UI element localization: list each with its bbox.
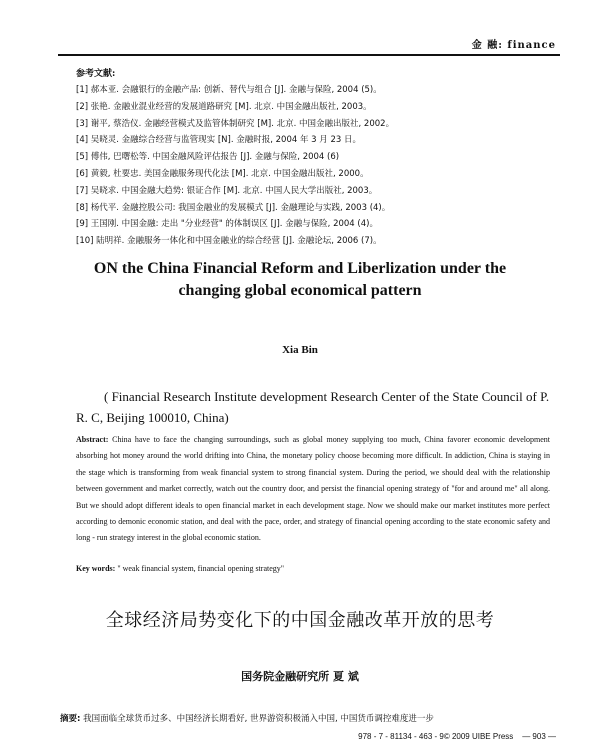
english-title-line-1: ON the China Financial Reform and Liberlization under the (93, 260, 507, 277)
chinese-title: 全球经济局势变化下的中国金融改革开放的思考 (105, 610, 495, 631)
chinese-abstract-label: 摘要: (60, 714, 81, 724)
english-title-line-2: changing global economical pattern (178, 282, 422, 299)
reference-item: [5] 傅伟, 巴曙松等. 中国金融风险评估报告 [J]. 金融与保险, 2004 (6) (76, 152, 340, 163)
reference-item: [9] 王国刚. 中国金融: 走出 "分业经营" 的体制误区 [J]. 金融与保险, 2004 (4)。 (76, 219, 378, 230)
references-list (76, 82, 546, 250)
reference-item: [1] 郝本亚. 会融银行的金融产品: 创新、替代与组合 [J]. 金融与保险, 2004 (5)。 (76, 85, 382, 95)
reference-item: [6] 黄毅, 杜要忠. 美国金融服务现代化法 [M]. 北京. 中国金融出版社, 2000。 (76, 168, 369, 179)
keywords-text: " weak financial system, financial opening strategy" (117, 564, 285, 573)
reference-item: [8] 杨代平. 金融控股公司: 我国金融业的发展模式 [J]. 金融理论与实践, 2003 (4)。 (76, 202, 391, 213)
footer-page-number: — 903 — (522, 732, 556, 741)
references-heading: 参考文献: (76, 69, 116, 79)
keywords-label: Key words: (76, 564, 116, 573)
chinese-abstract (60, 712, 560, 724)
page-footer (358, 732, 556, 741)
abstract-text: China have to face the changing surroundings, such as global money supplying too much, China favorer economic development absorbing hot money around the world drifting into China, the monetary policy choose becoming more difficult. In addiction, China is staying in the stage which is transforming from weak financial system to strong financial system. During the period, we should deal with the relationship between government and market correctly, watch out the country door, and persist the financial opening strategy of "for and around me" all along. But we should adopt different ideals to open financial market in each development stage. Now we should make our market institutes more perfect according to demonic economic station, and deal with the pace, order, and strategy of financial opening according to the state economic safety and long - run strategy interest in the global economic station. (76, 435, 551, 543)
english-title (40, 258, 560, 302)
reference-item: [10] 陆明祥. 金融服务一体化和中国金融业的综合经营 [J]. 金融论坛, 2006 (7)。 (76, 236, 382, 247)
english-affiliation: ( Financial Research Institute development Research Center of the State Council of P. R. C, Beijing 100010, China) (76, 389, 550, 425)
abstract-label: Abstract: (76, 435, 109, 444)
reference-item: [7] 吴晓求. 中国金融大趋势: 银证合作 [M]. 北京. 中国人民大学出版社, 2003。 (76, 185, 378, 196)
english-keywords (76, 564, 550, 573)
chinese-author: 国务院金融研究所 夏 斌 (241, 670, 359, 683)
english-author: Xia Bin (282, 344, 318, 356)
chinese-abstract-text: 我国面临全球货币过多、中国经济长期看好, 世界游资积极涌入中国, 中国货币调控难度进一步 (83, 714, 434, 724)
reference-item: [2] 张艳. 金融业混业经营的发展道路研究 [M]. 北京. 中国金融出版社, 2003。 (76, 101, 372, 112)
english-abstract (76, 432, 550, 547)
footer-isbn: 978 - 7 - 81134 - 463 - 9© 2009 UIBE Press (358, 732, 514, 741)
reference-item: [3] 谢平, 蔡浩仪. 金融经营模式及监管体制研究 [M]. 北京. 中国金融出版社, 2002。 (76, 118, 395, 129)
reference-item: [4] 吴晓灵. 金融综合经营与监管现实 [N]. 金融时报, 2004 年 3 月 23 日。 (76, 135, 362, 146)
running-header: 金 融: finance (471, 40, 556, 51)
header-rule (58, 54, 560, 56)
